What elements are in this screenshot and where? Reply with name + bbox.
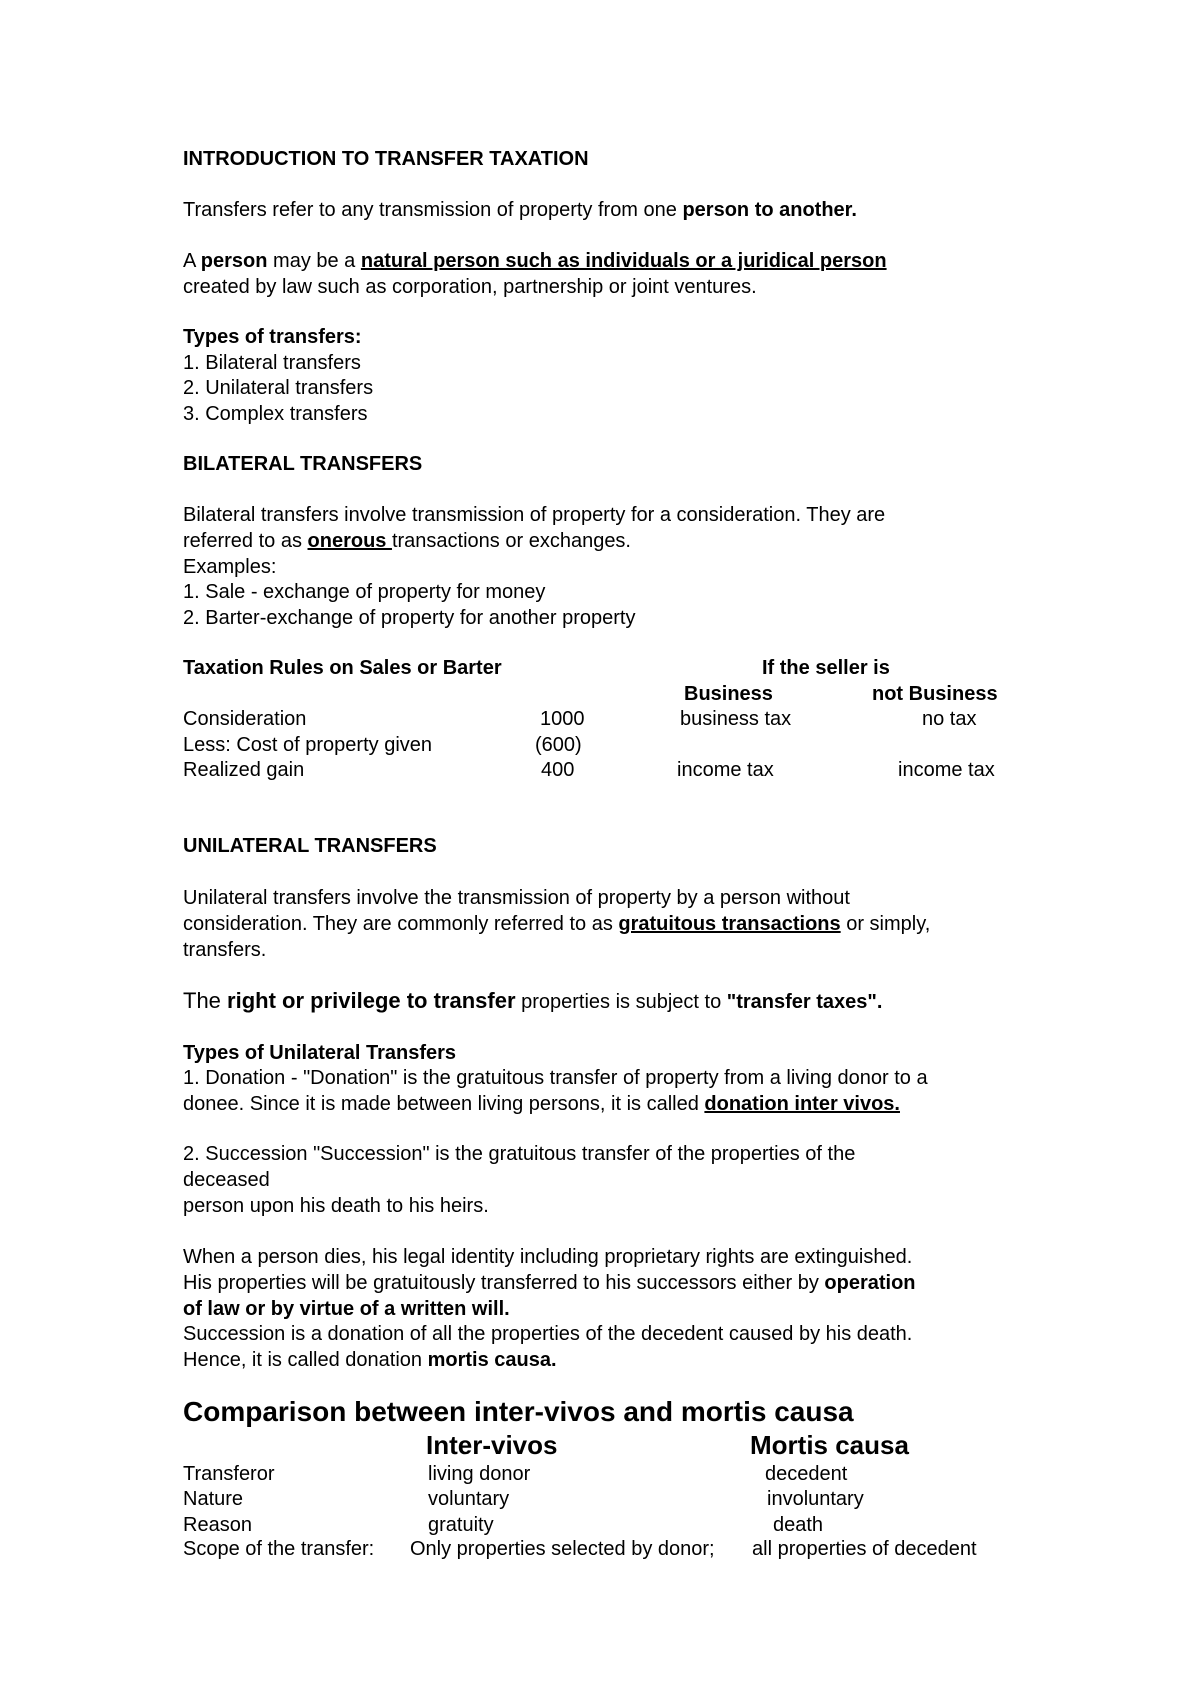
succession-line2: deceased <box>183 1169 270 1191</box>
dies-text-a: His properties will be gratuitously transferred to his successors either by <box>183 1272 825 1294</box>
comparison-scope-a: Only properties selected by donor; <box>410 1538 715 1560</box>
table-row-business: business tax <box>680 708 792 730</box>
dies-text-5a: Hence, it is called donation <box>183 1349 428 1371</box>
dies-line4: Succession is a donation of all the properties of the decedent caused by his death. <box>183 1323 913 1345</box>
unilateral-line3: transfers. <box>183 939 267 961</box>
types-heading: Types of transfers: <box>183 326 362 348</box>
right-text-a: The <box>183 988 228 1013</box>
dies-line1: When a person dies, his legal identity including proprietary rights are extinguished. <box>183 1246 913 1268</box>
unilateral-heading: UNILATERAL TRANSFERS <box>183 835 437 857</box>
tax-table-col-business: Business <box>684 683 773 705</box>
dies-line3: of law or by virtue of a written will. <box>183 1298 510 1320</box>
transfer-right-line <box>183 989 882 1014</box>
comparison-row-a: living donor <box>428 1463 531 1485</box>
tax-table-title: Taxation Rules on Sales or Barter <box>183 657 502 679</box>
table-row-amount: (600) <box>535 734 582 756</box>
comparison-row-b: decedent <box>765 1463 848 1485</box>
donation-text-a: donee. Since it is made between living persons, it is called <box>183 1093 705 1115</box>
gratuitous-term: gratuitous transactions <box>618 913 841 935</box>
table-row-not-business: no tax <box>922 708 977 730</box>
transfer-taxes-term: "transfer taxes". <box>726 991 883 1013</box>
comparison-row-a: voluntary <box>428 1488 510 1510</box>
onerous-term: onerous <box>307 530 392 552</box>
unilateral-line1: Unilateral transfers involve the transmission of property by a person without <box>183 887 850 909</box>
comparison-heading: Comparison between inter-vivos and mortis causa <box>183 1396 854 1427</box>
document-title: INTRODUCTION TO TRANSFER TAXATION <box>183 148 589 170</box>
table-row-label: Consideration <box>183 708 307 730</box>
person-term: person <box>200 250 268 272</box>
dies-line2 <box>183 1271 916 1295</box>
table-row-label: Realized gain <box>183 759 305 781</box>
list-item: 1. Bilateral transfers <box>183 352 361 374</box>
unilateral-text-a: consideration. They are commonly referred to as <box>183 913 619 935</box>
table-row-amount: 400 <box>541 759 575 781</box>
comparison-scope-b: all properties of decedent <box>752 1538 977 1560</box>
comparison-row-label: Transferor <box>183 1463 275 1485</box>
donation-line2 <box>183 1092 900 1116</box>
unilateral-text-c: or simply, <box>840 913 931 935</box>
comparison-col-mortis-causa: Mortis causa <box>750 1430 909 1460</box>
table-row-not-business: income tax <box>898 759 995 781</box>
intro-bold: person to another. <box>682 199 857 221</box>
comparison-row-b: involuntary <box>767 1488 864 1510</box>
person-text-a: A <box>183 250 201 272</box>
intro-paragraph <box>183 198 857 222</box>
bilateral-line2 <box>183 529 631 553</box>
bilateral-heading: BILATERAL TRANSFERS <box>183 453 423 475</box>
bilateral-text-c: transactions or exchanges. <box>391 530 631 552</box>
comparison-row-a: gratuity <box>428 1514 494 1536</box>
operation-term: operation <box>824 1272 916 1294</box>
table-row-amount: 1000 <box>540 708 585 730</box>
tax-table-col-not-business: not Business <box>872 683 998 705</box>
comparison-scope-label: Scope of the transfer: <box>183 1538 375 1560</box>
succession-line1: 2. Succession "Succession" is the gratuitous transfer of the properties of the <box>183 1143 856 1165</box>
right-bold: right or privilege to transfer <box>227 988 516 1013</box>
unilateral-types-heading: Types of Unilateral Transfers <box>183 1042 457 1064</box>
list-item: 3. Complex transfers <box>183 403 368 425</box>
list-item: 1. Sale - exchange of property for money <box>183 581 546 603</box>
person-definition-line1 <box>183 249 887 273</box>
examples-label: Examples: <box>183 556 277 578</box>
unilateral-line2 <box>183 912 930 936</box>
dies-line5 <box>183 1348 557 1372</box>
comparison-row-label: Reason <box>183 1514 252 1536</box>
intro-text: Transfers refer to any transmission of property from one <box>183 199 683 221</box>
bilateral-line1: Bilateral transfers involve transmission of property for a consideration. They are <box>183 504 886 526</box>
donation-line1: 1. Donation - "Donation" is the gratuitous transfer of property from a living donor to a <box>183 1067 928 1089</box>
list-item: 2. Barter-exchange of property for another property <box>183 607 636 629</box>
person-text-c: may be a <box>267 250 361 272</box>
person-definition-line2: created by law such as corporation, partnership or joint ventures. <box>183 276 757 298</box>
mortis-causa-term: mortis causa. <box>427 1349 557 1371</box>
bilateral-text-a: referred to as <box>183 530 308 552</box>
list-item: 2. Unilateral transfers <box>183 377 374 399</box>
comparison-row-b: death <box>773 1514 824 1536</box>
table-row-label: Less: Cost of property given <box>183 734 433 756</box>
comparison-row-label: Nature <box>183 1488 244 1510</box>
tax-table-seller-header: If the seller is <box>762 657 890 679</box>
inter-vivos-term: donation inter vivos. <box>704 1093 900 1115</box>
right-text-c: properties is subject to <box>515 991 727 1013</box>
comparison-col-inter-vivos: Inter-vivos <box>426 1430 558 1460</box>
succession-line3: person upon his death to his heirs. <box>183 1195 489 1217</box>
table-row-business: income tax <box>677 759 774 781</box>
person-underlined: natural person such as individuals or a juridical person <box>360 250 887 272</box>
